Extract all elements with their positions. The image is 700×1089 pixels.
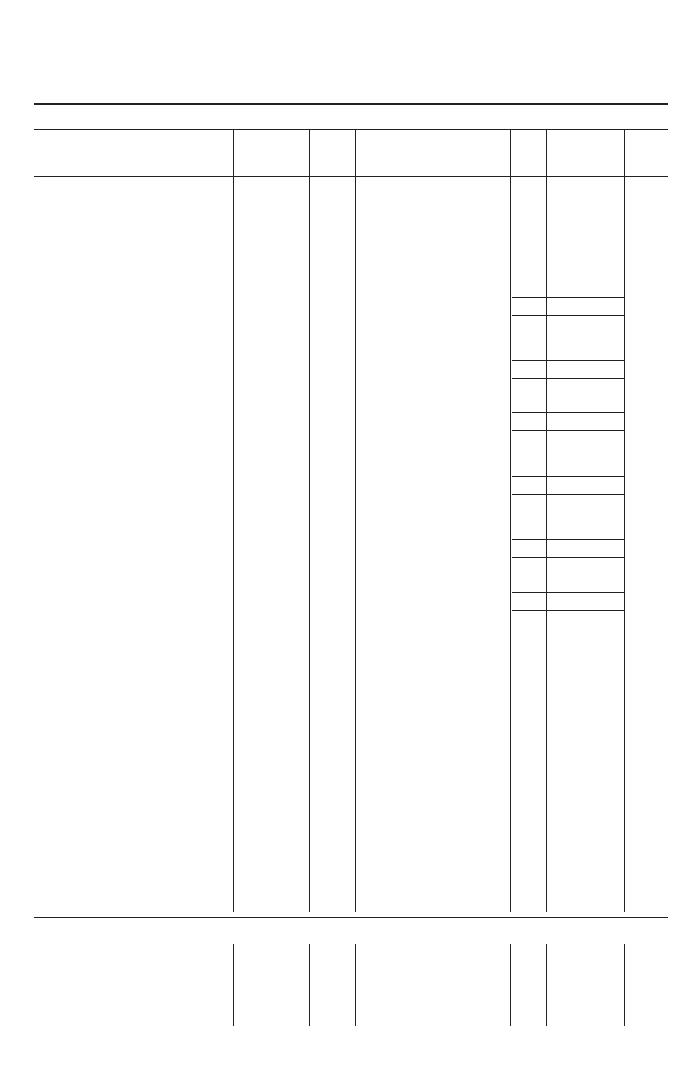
total-rule [512, 557, 624, 558]
total-rule [512, 315, 624, 316]
column-rule [233, 944, 234, 1026]
section-rule [34, 917, 668, 918]
column-rule [624, 130, 625, 912]
total-rule [512, 494, 624, 495]
subtotal-rule [512, 539, 624, 540]
column-rule [355, 130, 356, 912]
column-heading-rule [34, 176, 668, 177]
column-rule [233, 130, 234, 912]
column-rule [309, 130, 310, 912]
column-rule [355, 944, 356, 1026]
column-rule [546, 130, 547, 912]
total-rule [512, 610, 624, 611]
subtotal-rule [512, 592, 624, 593]
total-rule [512, 430, 624, 431]
subtotal-rule [512, 297, 624, 298]
column-rule [510, 944, 511, 1026]
subtotal-rule [512, 412, 624, 413]
column-rule [309, 944, 310, 1026]
total-rule [512, 378, 624, 379]
subtotal-rule [512, 360, 624, 361]
subtotal-rule [512, 476, 624, 477]
column-rule [624, 944, 625, 1026]
column-rule [546, 944, 547, 1026]
group-heading-rule [34, 129, 668, 130]
column-rule [510, 130, 511, 912]
table-top-rule [34, 103, 668, 105]
